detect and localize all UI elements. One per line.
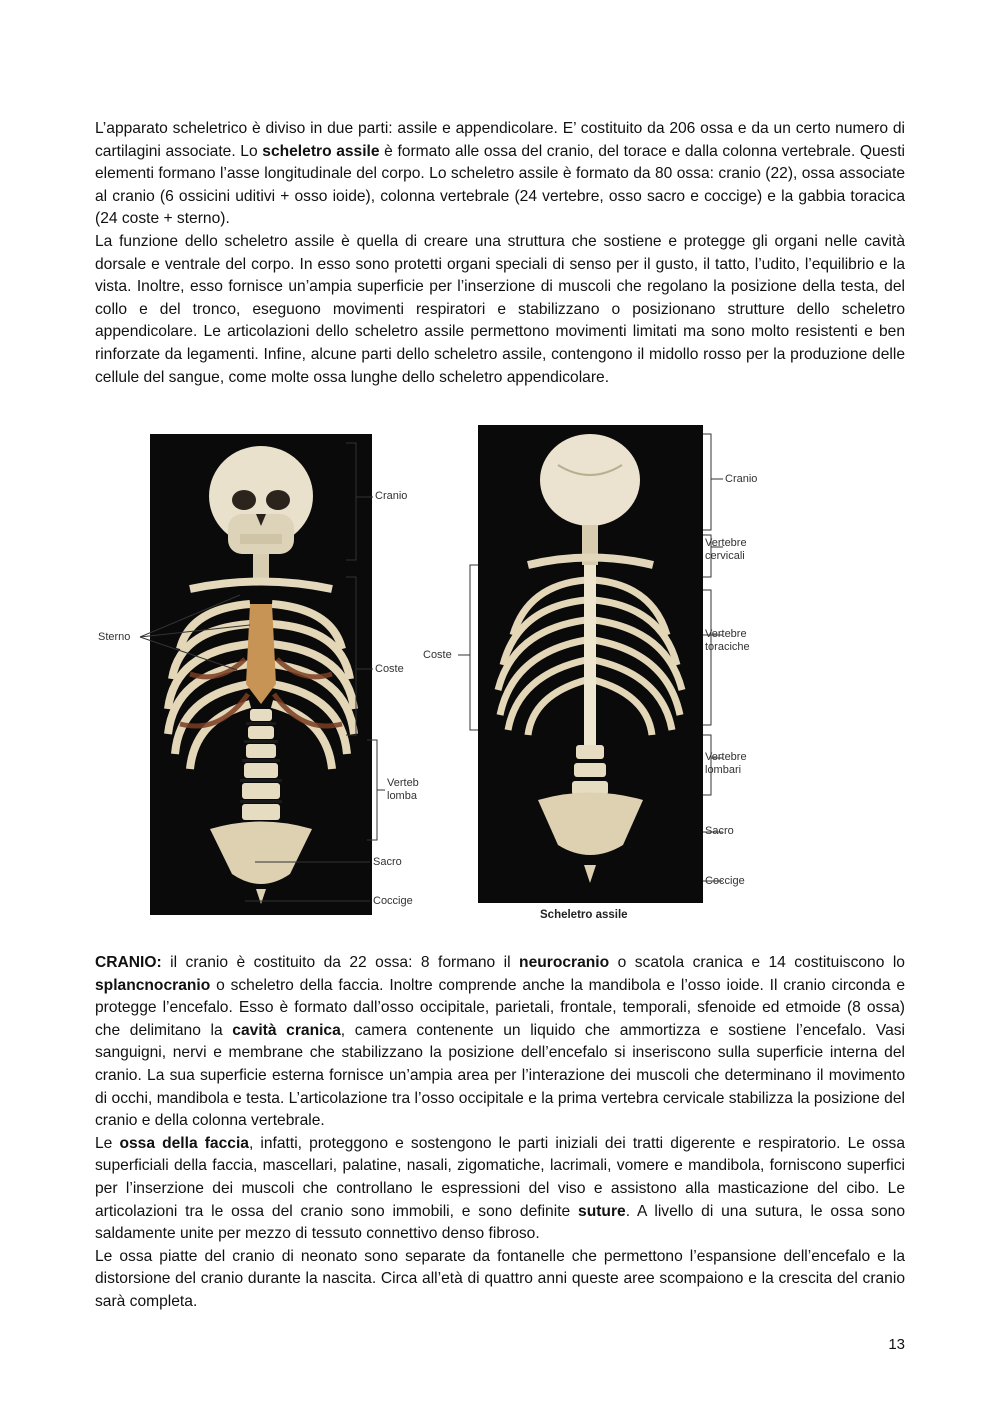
label-coccige-right: Coccige <box>705 875 745 887</box>
cranio-section <box>95 952 905 1314</box>
label-vertebre-left-line1: Verteb <box>387 777 419 789</box>
text-run: è formato alle ossa del cranio, del torace e dalla colonna vertebrale. Questi elementi formano l’asse longitudinale del corpo. Lo scheletro assile è formato da 80 ossa: cranio (22), ossa associate al cranio (6 ossicini uditivi + osso ioide), colonna vertebrale (24 vertebre, osso sacro e coccige) e la gabbia toracica (24 coste + sterno). <box>95 142 905 228</box>
bold-term: CRANIO: <box>95 954 162 971</box>
label-vertebre-toraciche <box>705 628 750 654</box>
bold-term: cavità cranica <box>232 1021 341 1039</box>
intro-paragraph-2: La funzione dello scheletro assile è quella di creare una struttura che sostiene e protegge gli organi nelle cavità dorsale e ventrale del corpo. In esso sono protetti organi speciali di senso per il gusto, il tatto, l’udito, l’equilibrio e la vista. Inoltre, esso fornisce un’ampia superficie per l’inserzione di muscoli che regolano la posizione della testa, del collo e del tronco, eseguono movimenti respiratori e stabilizzano o posizionano strutture dello scheletro appendicolare. Le articolazioni dello scheletro assile permettono movimenti limitati ma sono molto resistenti e ben rinforzate da legamenti. Infine, alcune parti dello scheletro assile, contengono il midollo rosso per la produzione delle cellule del sangue, come molte ossa lunghe dello scheletro appendicolare. <box>95 232 905 386</box>
posterior-skeleton-illustration <box>478 425 703 903</box>
figure-caption: Scheletro assile <box>540 909 628 921</box>
label-lombari-line2: lombari <box>705 764 742 776</box>
bold-term: suture <box>578 1202 626 1220</box>
text-run: . A livello di una sutura, le ossa sono saldamente unite per mezzo di tessuto connettivo denso fibroso. <box>95 1202 905 1243</box>
label-coccige-left: Coccige <box>373 895 413 907</box>
label-sacro-right: Sacro <box>705 825 734 837</box>
label-sacro-left: Sacro <box>373 856 402 868</box>
skeleton-figure <box>95 425 905 925</box>
label-vertebre-left-line2: lomba <box>387 790 417 802</box>
label-vertebre-lombari-right <box>705 751 747 777</box>
label-toraciche-line2: toraciche <box>705 641 750 653</box>
intro-paragraph-1 <box>95 118 905 231</box>
bold-term: neurocranio <box>519 954 610 971</box>
text-run: o scatola cranica e 14 costituiscono lo <box>609 954 905 971</box>
label-vertebre-lombari-left <box>387 777 419 803</box>
text-run: Le <box>95 1134 120 1152</box>
label-cranio-right: Cranio <box>725 473 758 485</box>
text-run: , camera contenente un liquido che ammortizza e sostiene l’encefalo. Vasi sanguigni, nervi e membrane che stabilizzano la posizione dell’encefalo si inseriscono sulla superficie interna del cranio. La sua superficie esterna fornisce un’ampia area per l’interazione dei muscoli che determinano il movimento di occhi, mandibola e testa. L’articolazione tra l’osso occipitale e la prima vertebra cervicale stabilizza la posizione del cranio e della colonna vertebrale. <box>95 1021 906 1130</box>
label-cervicali-line1: Vertebre <box>705 537 747 549</box>
label-toraciche-line1: Vertebre <box>705 628 747 640</box>
cranio-paragraph-2 <box>95 1133 905 1246</box>
text-run: il cranio è costituito da 22 ossa: 8 formano il <box>161 954 520 971</box>
page-number: 13 <box>888 1336 905 1353</box>
label-cranio-left: Cranio <box>375 490 408 502</box>
text-run: o scheletro della faccia. Inoltre comprende anche la mandibola e l’osso ioide. Il cranio circonda e protegge l’encefalo. Esso è formato dall’osso occipitale, parietali, frontale, temporali, sfenoide ed etmoide (8 ossa) che delimitano la <box>95 976 905 1039</box>
label-vertebre-cervicali <box>705 537 747 563</box>
label-sterno: Sterno <box>98 631 131 643</box>
bold-term: ossa della faccia <box>119 1134 249 1152</box>
text-run: , infatti, proteggono e sostengono le parti iniziali dei tratti digerente e respiratorio. Le ossa superficiali della faccia, mascellari, palatine, nasali, zigomatiche, lacrimali, vomere e mandibola, forniscono superfici per l’inserzione dei muscoli che controllano le espressioni del viso e assistono alla masticazione del cibo. Le articolazioni tra le ossa del cranio sono immobili, e sono definite <box>95 1134 905 1220</box>
posterior-view-photo <box>478 425 703 903</box>
bold-term: scheletro assile <box>262 142 380 160</box>
text-run: L’apparato scheletrico è diviso in due parti: assile e appendicolare. E’ costituito da 206 ossa e da un certo numero di cartilagini associate. Lo <box>95 120 905 160</box>
label-coste-left: Coste <box>375 663 404 675</box>
label-coste-right: Coste <box>423 649 452 661</box>
bold-term: splancnocranio <box>95 976 211 994</box>
cranio-paragraph-1 <box>95 952 905 1133</box>
cranio-paragraph-3: Le ossa piatte del cranio di neonato sono separate da fontanelle che permettono l’espansione dell’encefalo e la distorsione del cranio durante la nascita. Circa all’età di quattro anni queste aree scompaiono e la crescita del cranio sarà completa. <box>95 1247 905 1310</box>
label-lombari-line1: Vertebre <box>705 751 747 763</box>
label-cervicali-line2: cervicali <box>705 550 745 562</box>
intro-text <box>95 118 905 389</box>
